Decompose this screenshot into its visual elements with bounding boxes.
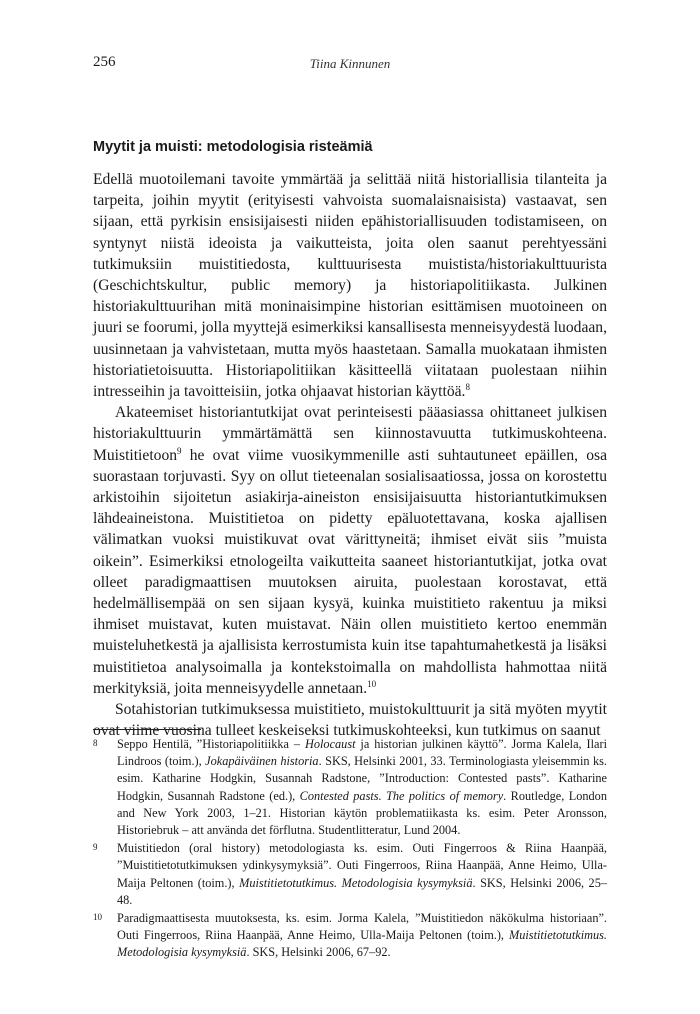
footnote-text: Seppo Hentilä, ”Historiapolitiikka – Holocaust ja historian julkinen käyttö”. Jorma Kalela, Ilari Lindroos (toim.), Jokapäiväinen historia. SKS, Helsinki 2001, 33. Terminologiasta yleisemmin ks. esim. Katharine Hodgkin, Susannah Radstone, ”Introduction: Contested pasts”. Katharine Hodgkin, Susannah Radstone (ed.), Contested pasts. The politics of memory. Routledge, London and New York 2003, 1–21. Historian käytön problematiikasta ks. esim. Peter Aronsson, Historiebruk – att använda det förflutna. Studentlitteratur, Lund 2004.: [117, 737, 607, 838]
footnote-ref[interactable]: 10: [367, 678, 377, 689]
footnotes: [93, 736, 607, 963]
footnote-text: Paradigmaattisesta muutoksesta, ks. esim. Jorma Kalela, ”Muistitiedon näkökulma historiaan”. Outi Fingerroos, Riina Haanpää, Anne Heimo, Ulla-Maija Peltonen (toim.), Muistitietotutkimus. Metodologisia kysymyksiä. SKS, Helsinki 2006, 67–92.: [117, 911, 607, 960]
paragraph-2: Akateemiset historiantutkijat ovat perinteisesti pääasiassa ohittaneet julkisen historiakulttuurin ymmärtämättä sen kiinnostavuutta tutkimuskohteena. Muistitietoon$^9$ he ovat viime vuosikymmenille asti suhtautuneet epäillen, osa suorastaan torjuvasti. Syy on ollut tieteenalan sosialisaatiossa, jossa on korostettu arkistoihin sijoitetun asiakirja-aineiston ensisijaisuutta historiantutkimuksen lähdeaineistona. Muistitietoa on pidetty epäluotettavana, koska ajallisen välimatkan vuoksi muistikuvat ovat värittyneitä; ihmiset eivät siis ”muista oikein”. Esimerkiksi etnologeilta vaikutteita saaneet historiantutkijat, jotka ovat olleet paradigmaattisen muutoksen airuita, puolestaan korostavat, että hedelmällisempää on sen sijaan kysyä, kuinka muistitieto rakentuu ja miksi ihmiset muistavat, kuten muistavat. Näin ollen muistitieto kertoo enemmän muisteluhetkestä ja ajallisista kerrostumista kuin itse tapahtumahetkestä ja lisäksi muistitietoa analysoimalla ja kontekstoimalla on mahdollista hahmottaa niitä merkityksiä, joita menneisyydelle annetaan.$^{10}$: [93, 404, 607, 697]
footnote-rule: [93, 729, 201, 730]
page-number: 256: [93, 54, 116, 70]
footnote-text: Muistitiedon (oral history) metodologiasta ks. esim. Outi Fingerroos & Riina Haanpää, ”Muistitietotutkimuksen ydinkysymyksiä”. Outi Fingerroos, Riina Haanpää, Anne Heimo, Ulla-Maija Peltonen (toim.), Muistitietotutkimus. Metodologisia kysymyksiä. SKS, Helsinki 2006, 25–48.: [117, 841, 607, 907]
footnote-number: 9: [93, 842, 98, 853]
paragraph-1: Edellä muotoilemani tavoite ymmärtää ja selittää niitä historiallisia tilanteita ja tarpeita, joihin myytit (erityisesti vahvoista suomalaisnaisista) vastaavat, sen sijaan, että pyrkisin ensisijaisesti niiden epähistoriallisuuden todistamiseen, on syntynyt niistä ideoista ja vaikutteista, joita olen saanut perehtyessäni tutkimuksiin muistitiedosta, kulttuurisesta muistista/historiakulttuurista (Geschichtskultur, public memory) ja historiapolitiikasta. Julkinen historiakulttuurihan mitä moninaisimpine historian esittämisen muotoineen on juuri se foorumi, jolla myyttejä esimerkiksi kansallisesta menneisyydestä luodaan, uusinnetaan ja vahvistetaan, mutta myös haastetaan. Samalla muokataan ihmisten historiatietoisuutta. Historiapolitiikan käsitteellä viitataan puolestaan niihin intresseihin ja tavoitteisiin, jotka ohjaavat historian käyttöä.$^8$: [93, 171, 607, 401]
paragraph-3: Sotahistorian tutkimuksessa muistitieto, muistokulttuurit ja sitä myöten myytit ovat viime vuosina tulleet keskeiseksi tutkimuskohteeksi, kun tutkimus on saanut: [93, 701, 607, 740]
footnote: [93, 910, 607, 962]
body-text: [93, 169, 607, 741]
footnote-number: 10: [93, 912, 102, 923]
section-heading: Myytit ja muisti: metodologisia risteämiä: [93, 139, 373, 155]
footnote-number: 8: [93, 738, 98, 748]
footnote-ref[interactable]: 8: [465, 382, 470, 393]
footnote: [93, 736, 607, 839]
footnote-ref[interactable]: 9: [177, 445, 182, 456]
running-head: Tiina Kinnunen: [309, 56, 391, 71]
footnote: [93, 840, 607, 909]
